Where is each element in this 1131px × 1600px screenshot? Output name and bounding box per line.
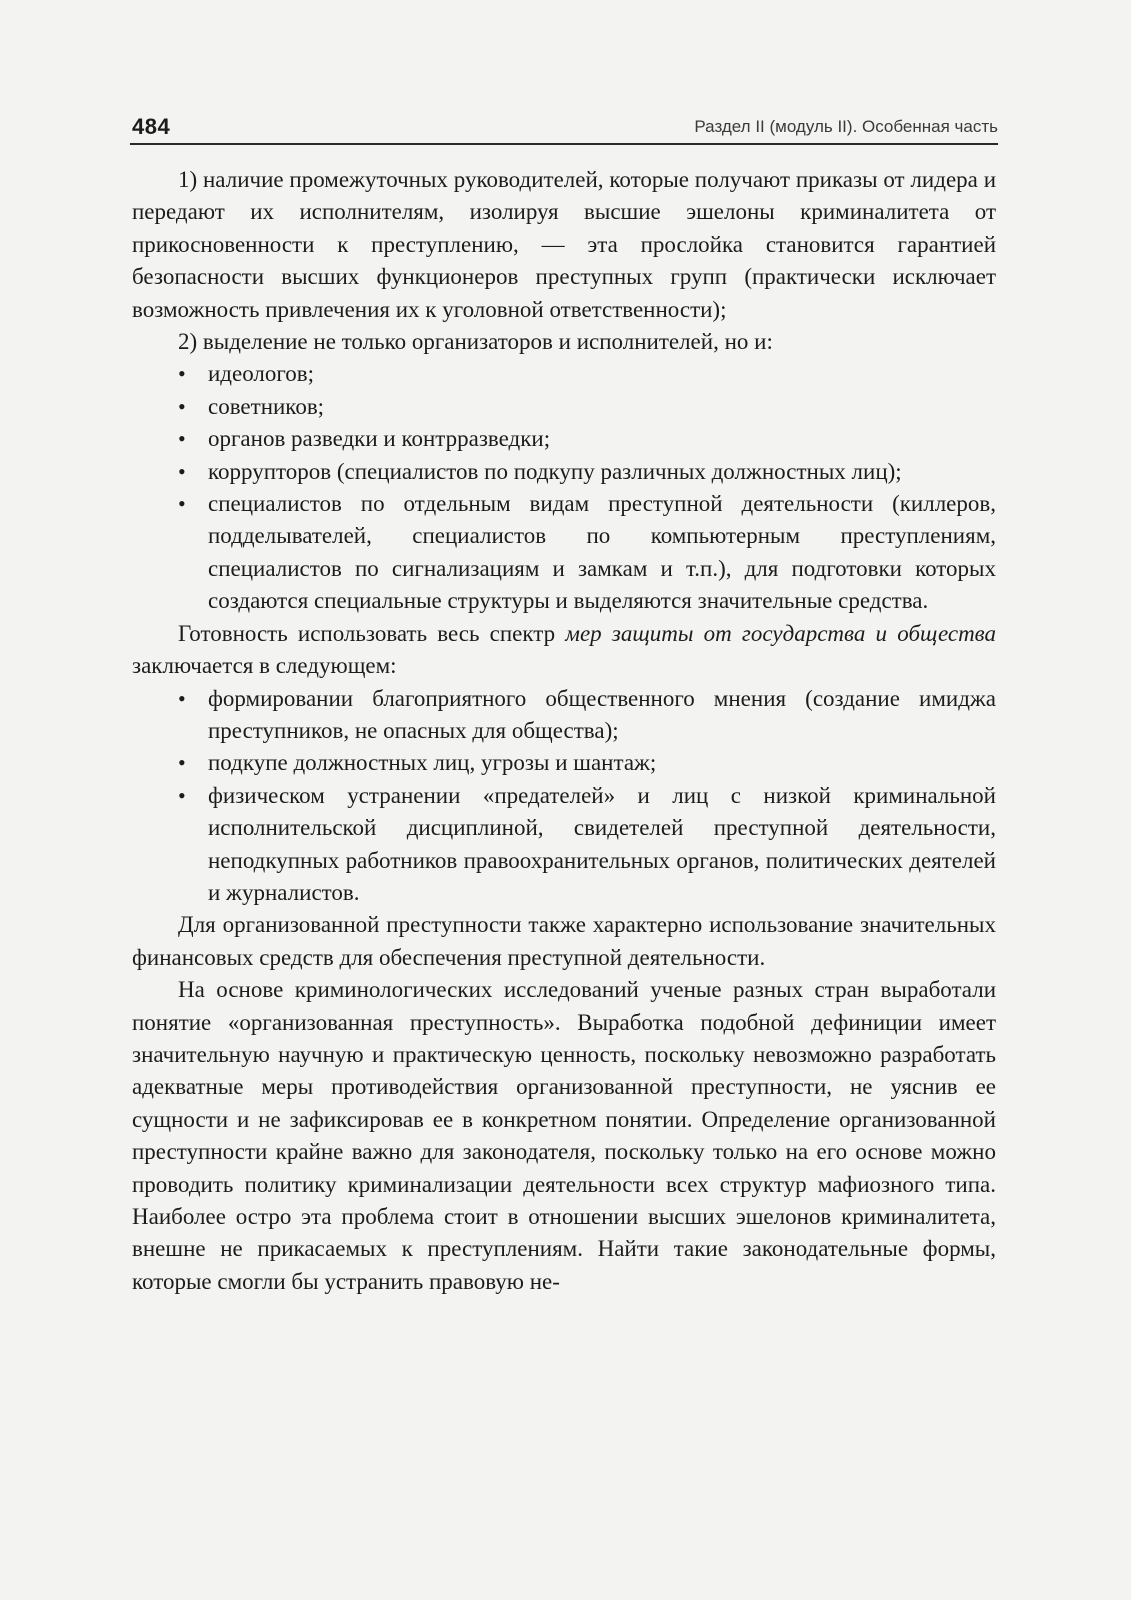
list-item: • идеологов; — [208, 358, 996, 390]
paragraph: 2) выделение не только организаторов и исполнителей, но и: — [178, 329, 773, 355]
list-item: • органов разведки и контрразведки; — [208, 423, 996, 455]
list-item: • советников; — [208, 391, 996, 423]
list-item: • подкупе должностных лиц, угрозы и шантаж; — [208, 747, 996, 779]
list-item: • коррупторов (специалистов по подкупу различных должностных лиц); — [208, 456, 996, 488]
running-head: Раздел II (модуль II). Особенная часть — [694, 117, 998, 136]
paragraph: Для организованной преступности также характерно использование значительных финансовых средств для обеспечения преступной деятельности. — [132, 912, 996, 970]
list-item: • специалистов по отдельным видам преступной деятельности (киллеров, подделывателей, специалистов по компьютерным преступлениям, специалистов по сигнализациям и замкам и т.п.), для подготовки которых создаются специальные структуры и выделяются значительные средства. — [208, 488, 996, 618]
page-header — [130, 111, 998, 145]
paragraph: На основе криминологических исследований ученые разных стран выработали понятие «организованная преступность». Выработка подобной дефиниции имеет значительную научную и практическую ценность, поскольку невозможно разработать адекватные меры противодействия организованной преступности, не уяснив ее сущности и не зафиксировав ее в конкретном понятии. Определение организованной преступности крайне важно для законодателя, поскольку только на его основе можно проводить политику криминализации деятельности всех структур мафиозного типа. Наиболее остро эта проблема стоит в отношении высших эшелонов криминалитета, внешне не прикасаемых к преступлениям. Найти такие законодательные формы, которые смогли бы устранить правовую не- — [132, 977, 996, 1294]
paragraph: 1) наличие промежуточных руководителей, которые получают приказы от лидера и передают их исполнителям, изолируя высшие эшелоны криминалитета от прикосновенности к преступлению, — эта прослойка становится гарантией безопасности высших функционеров преступных групп (практически исключает возможность привлечения их к уголовной ответственности); — [132, 167, 996, 322]
page-number: 484 — [132, 114, 171, 139]
paragraph — [132, 618, 996, 683]
paragraph-tail: заключается в следующем: — [132, 653, 397, 679]
paragraph-lead: Готовность использовать весь спектр — [178, 620, 556, 646]
list-item: • формировании благоприятного общественного мнения (создание имиджа преступников, не опасных для общества); — [208, 683, 996, 748]
bullet-list-roles — [132, 358, 996, 617]
list-item: • физическом устранении «предателей» и лиц с низкой криминальной исполнительской дисциплиной, свидетелей преступной деятельности, неподкупных работников правоохранительных органов, политических деятелей и журналистов. — [208, 780, 996, 910]
bullet-list-protection — [132, 683, 996, 910]
page-body — [132, 164, 996, 1298]
emphasis-text: мер защиты от государства и общества — [565, 620, 996, 646]
